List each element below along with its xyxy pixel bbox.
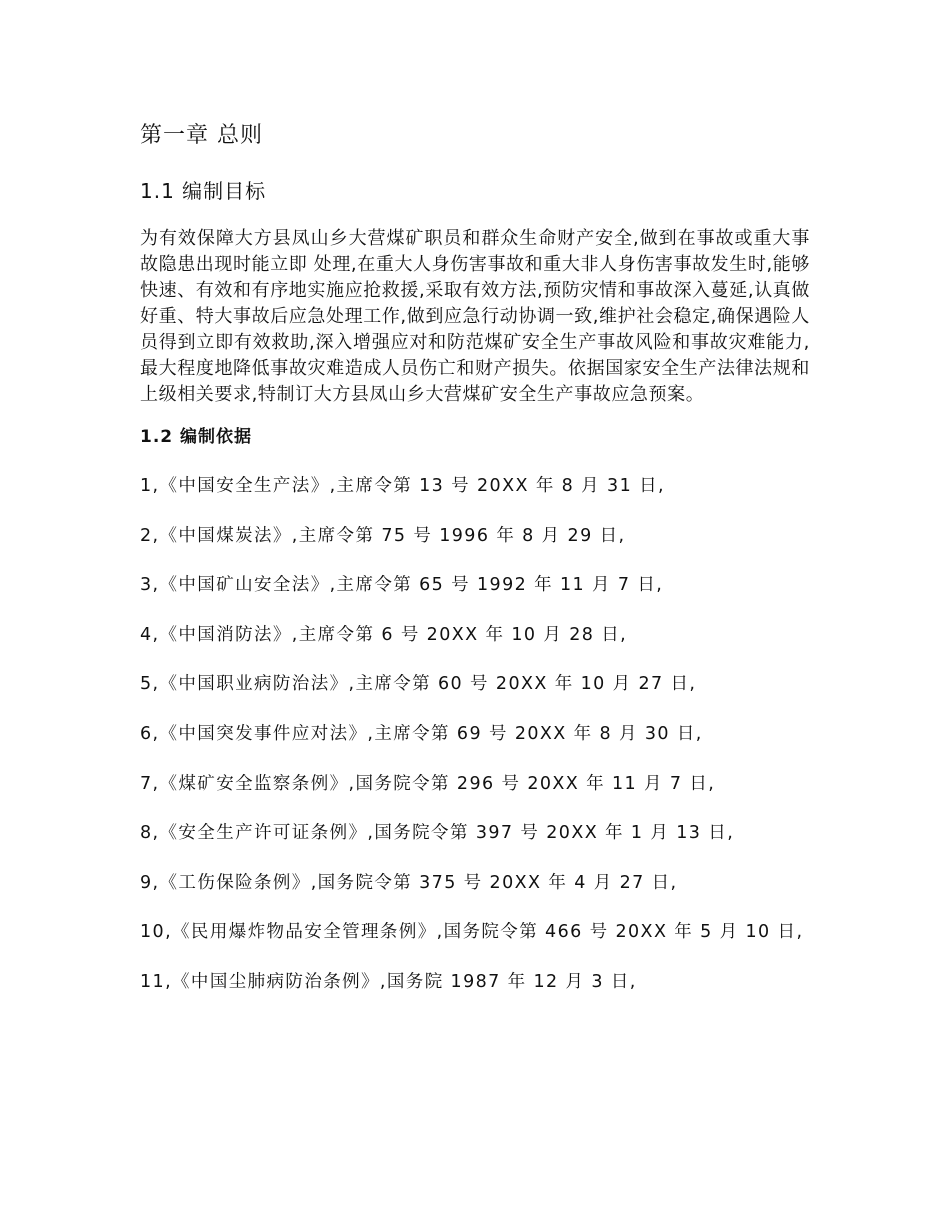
section-title-basis: 1.2 编制依据	[140, 427, 253, 447]
page-content	[140, 118, 810, 1019]
reference-item: 3,《中国矿山安全法》,主席令第 65 号 1992 年 11 月 7 日,	[140, 575, 664, 596]
reference-item: 5,《中国职业病防治法》,主席令第 60 号 20XX 年 10 月 27 日,	[140, 674, 697, 695]
chapter-title: 第一章 总则	[140, 123, 263, 148]
reference-item: 9,《工伤保险条例》,国务院令第 375 号 20XX 年 4 月 27 日,	[140, 872, 678, 893]
reference-item: 10,《民用爆炸物品安全管理条例》,国务院令第 466 号 20XX 年 5 月 10 日,	[140, 922, 804, 943]
reference-item: 7,《煤矿安全监察条例》,国务院令第 296 号 20XX 年 11 月 7 日,	[140, 773, 716, 794]
reference-item: 4,《中国消防法》,主席令第 6 号 20XX 年 10 月 28 日,	[140, 624, 628, 645]
reference-item: 6,《中国突发事件应对法》,主席令第 69 号 20XX 年 8 月 30 日,	[140, 723, 703, 744]
section-title-objectives: 1.1 编制目标	[140, 179, 267, 203]
reference-list	[140, 473, 810, 995]
reference-item: 11,《中国尘肺病防治条例》,国务院 1987 年 12 月 3 日,	[140, 971, 637, 992]
reference-item: 1,《中国安全生产法》,主席令第 13 号 20XX 年 8 月 31 日,	[140, 476, 665, 496]
reference-item: 8,《安全生产许可证条例》,国务院令第 397 号 20XX 年 1 月 13 日,	[140, 823, 735, 844]
reference-item: 2,《中国煤炭法》,主席令第 75 号 1996 年 8 月 29 日,	[140, 525, 626, 546]
objectives-paragraph: 为有效保障大方县凤山乡大营煤矿职员和群众生命财产安全,做到在事故或重大事故隐患出现时能立即 处理,在重大人身伤害事故和重大非人身伤害事故发生时,能够快速、有效和有序地实施应抢救援,采取有效方法,预防灾情和事故深入蔓延,认真做好重、特大事故后应急处理工作,做到应急行动协调一致,维护社会稳定,确保遇险人员得到立即有效救助,深入增强应对和防范煤矿安全生产事故风险和事故灾难能力,最大程度地降低事故灾难造成人员伤亡和财产损失。依据国家安全生产法律法规和上级相关要求,特制订大方县凤山乡大营煤矿安全生产事故应急预案。	[140, 228, 810, 405]
